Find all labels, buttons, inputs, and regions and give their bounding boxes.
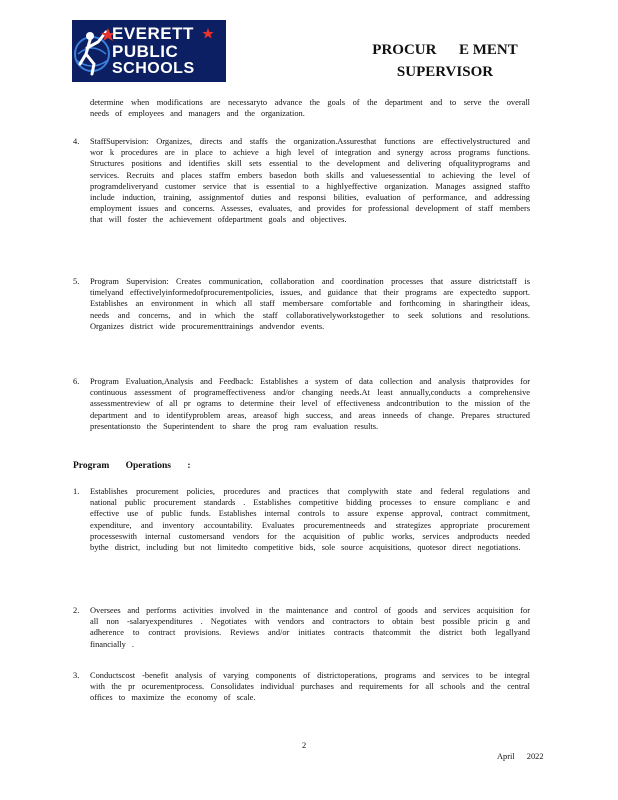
item-text: Program Evaluation,Analysis and Feedback: Establishes a system of data collection and analysis thatprovides for continuous assessment of programeffectiveness and/or changing needs.At least annually,conducts a comprehensive assessmentreview of all pr ograms to determine their level of effectiveness andcontribution to the mission of the department and to identifyproblem areas, areasof high success, and areas inneeds of change. Prepares structured presentationsto the Superintendent to share the prog ram evaluation results. bbox=[90, 377, 530, 431]
item-number: 1. bbox=[73, 487, 80, 496]
item-text: Establishes procurement policies, procedures and practices that complywith state and federal regulations and national public procurement standards . Establishes competitive bidding processes to ensure complianc e and effective use of public funds. Establishes internal controls to assure expense approval, contract commitment, expenditure, and inventory accountability. Evaluates procurementneeds and strategizes appropriate procurement processeswith internal customersand vendors for the acquisition of public works, services andproducts needed bythe district, including but not limitedto competitive bids, sole source acquisitions, quotesor direct negotiations. bbox=[90, 487, 530, 553]
item-text: Program Supervision: Creates communication, collaboration and coordination processes that assure districtstaff is timelyand effectivelyinformedofprocurementpolicies, issues, and guidance that their programs are expectedto support. Establishes an environment in which all staff membersare comfortable and forthcoming in sharingtheir ideas, needs and concerns, and in which the staff collaborativelyworkstogether to seek solutions and resolutions. Organizes district wide procurementtrainings andvendor events. bbox=[90, 277, 530, 331]
item-number: 5. bbox=[73, 277, 80, 286]
item-number: 2. bbox=[73, 606, 80, 615]
logo-text-line: SCHOOLS bbox=[112, 60, 195, 77]
item-text: StaffSupervision: Organizes, directs and staffs the organization.Assuresthat functions are effectivelystructured and wor k procedures are in place to achieve a high level of integration and synergy across programs functions. Structures positions and identifies skill sets essential to the development and delivering ofqualityprograms and services. Recruits and places staffm embers basedon both skills and valuesessential to achieving the level of programdeliveryand customer service that is essential to a highlyeffective organization. Manages assigned staffto include induction, training, assignmentof duties and responsi bilities, evaluation of performance, and addressing employment issues and concerns. Assesses, evaluates, and provides for professional development of staff members that will foster the achievement ofdepartment goals and objectives. bbox=[90, 137, 530, 225]
page-number: 2 bbox=[302, 741, 307, 750]
intro-paragraph: determine when modifications are necessaryto advance the goals of the department and to serve the overall needs of employees and managers and the organization. bbox=[90, 98, 530, 119]
item-number: 4. bbox=[73, 137, 80, 146]
item-number: 3. bbox=[73, 671, 80, 680]
footer-date: April 2022 bbox=[497, 752, 544, 761]
item-number: 6. bbox=[73, 377, 80, 386]
document-title-line1: PROCUR E MENT bbox=[372, 42, 518, 58]
section-heading: Program Operations : bbox=[73, 461, 191, 471]
item-text: Oversees and performs activities involved in the maintenance and control of goods and services acquisition for all non -salaryexpenditures . Negotiates with vendors and contractors to obtain best possible pricin g and adherence to contract provisions. Reviews and/or initiates contracts thatcommit the district both legallyand financially . bbox=[90, 606, 530, 649]
item-text: Conductscost -benefit analysis of varying components of districtoperations, programs and services to be integral with the pr ocurementprocess. Consolidates individual purchases and requirements for all schools and the central offices to maximize the economy of scale. bbox=[90, 671, 530, 703]
logo bbox=[72, 20, 226, 82]
logo-text-line: EVERETT bbox=[112, 24, 194, 43]
document-title-line2: SUPERVISOR bbox=[396, 64, 494, 80]
logo-text-line: PUBLIC bbox=[112, 42, 179, 61]
